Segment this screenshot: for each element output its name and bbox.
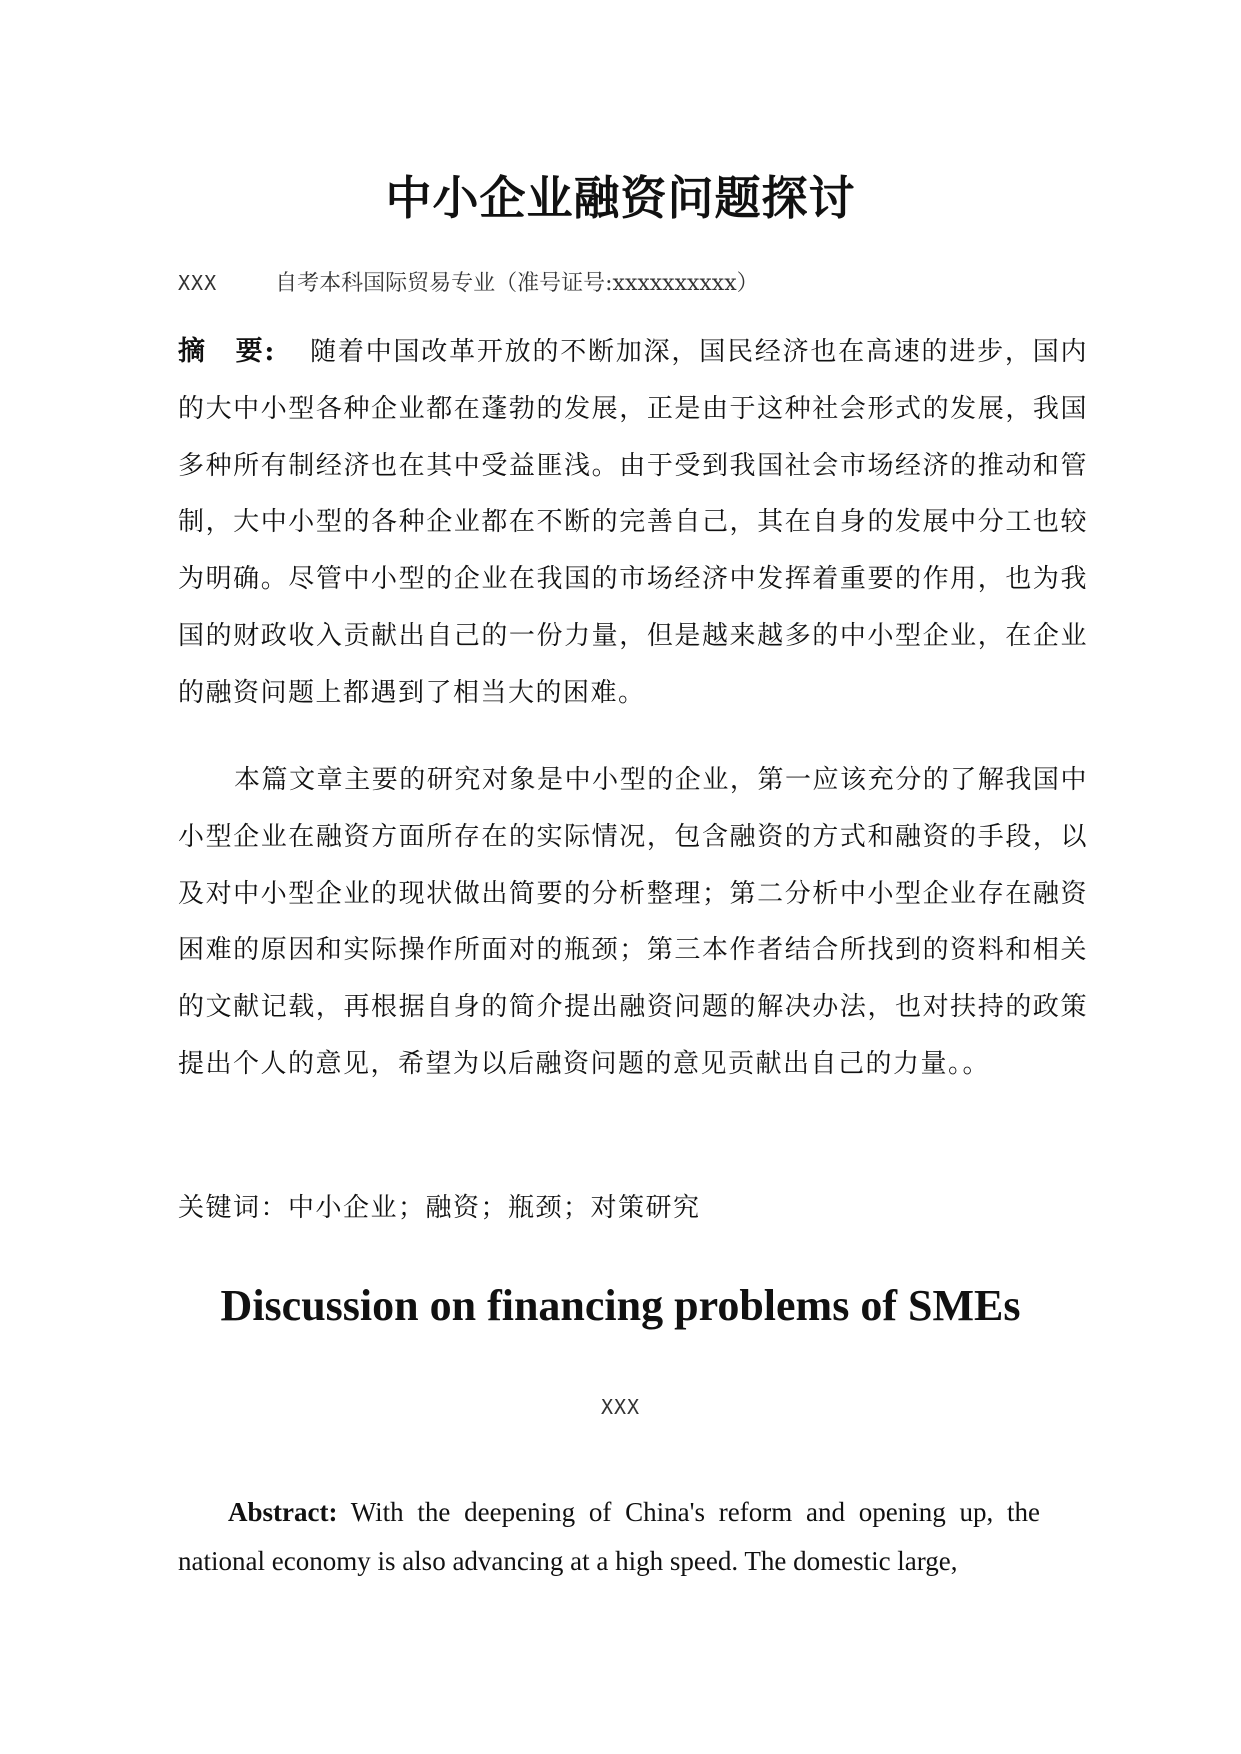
chinese-abstract xyxy=(178,324,1088,722)
chinese-keywords: 关键词：中小企业；融资；瓶颈；对策研究 xyxy=(178,1193,701,1223)
chinese-abstract-paragraph-2: 本篇文章主要的研究对象是中小型的企业，第一应该充分的了解我国中小型企业在融资方面所存在的实际情况，包含融资的方式和融资的手段，以及对中小型企业的现状做出简要的分析整理；第二分析中小型企业存在融资困难的原因和实际操作所面对的瓶颈；第三本作者结合所找到的资料和相关的文献记载，再根据自身的简介提出融资问题的解决办法，也对扶持的政策提出个人的意见，希望为以后融资问题的意见贡献出自己的力量。。 xyxy=(178,765,1088,1079)
chinese-title: 中小企业融资问题探讨 xyxy=(385,171,856,225)
english-abstract-text: With the deepening of China's reform and opening up, the national economy is also advancing at a high speed. The domestic large, xyxy=(178,1497,1040,1576)
chinese-abstract-text: 随着中国改革开放的不断加深，国民经济也在高速的进步，国内的大中小型各种企业都在蓬勃的发展，正是由于这种社会形式的发展，我国多种所有制经济也在其中受益匪浅。由于受到我国社会市场经济的推动和管制，大中小型的各种企业都在不断的完善自己，其在自身的发展中分工也较为明确。尽管中小型的企业在我国的市场经济中发挥着重要的作用，也为我国的财政收入贡献出自己的一份力量，但是越来越多的中小型企业，在企业的融资问题上都遇到了相当大的困难。 xyxy=(178,337,1088,708)
english-abstract xyxy=(178,1488,1040,1586)
author-name: XXX xyxy=(178,271,218,295)
author-affiliation: 自考本科国际贸易专业（准号证号:xxxxxxxxxx） xyxy=(275,271,759,296)
author-line xyxy=(178,268,759,299)
english-author: XXX xyxy=(600,1395,641,1419)
english-title: Discussion on financing problems of SMEs xyxy=(220,1281,1021,1330)
chinese-abstract-label: 摘 要: xyxy=(178,336,276,367)
english-abstract-label: Abstract: xyxy=(228,1497,338,1527)
